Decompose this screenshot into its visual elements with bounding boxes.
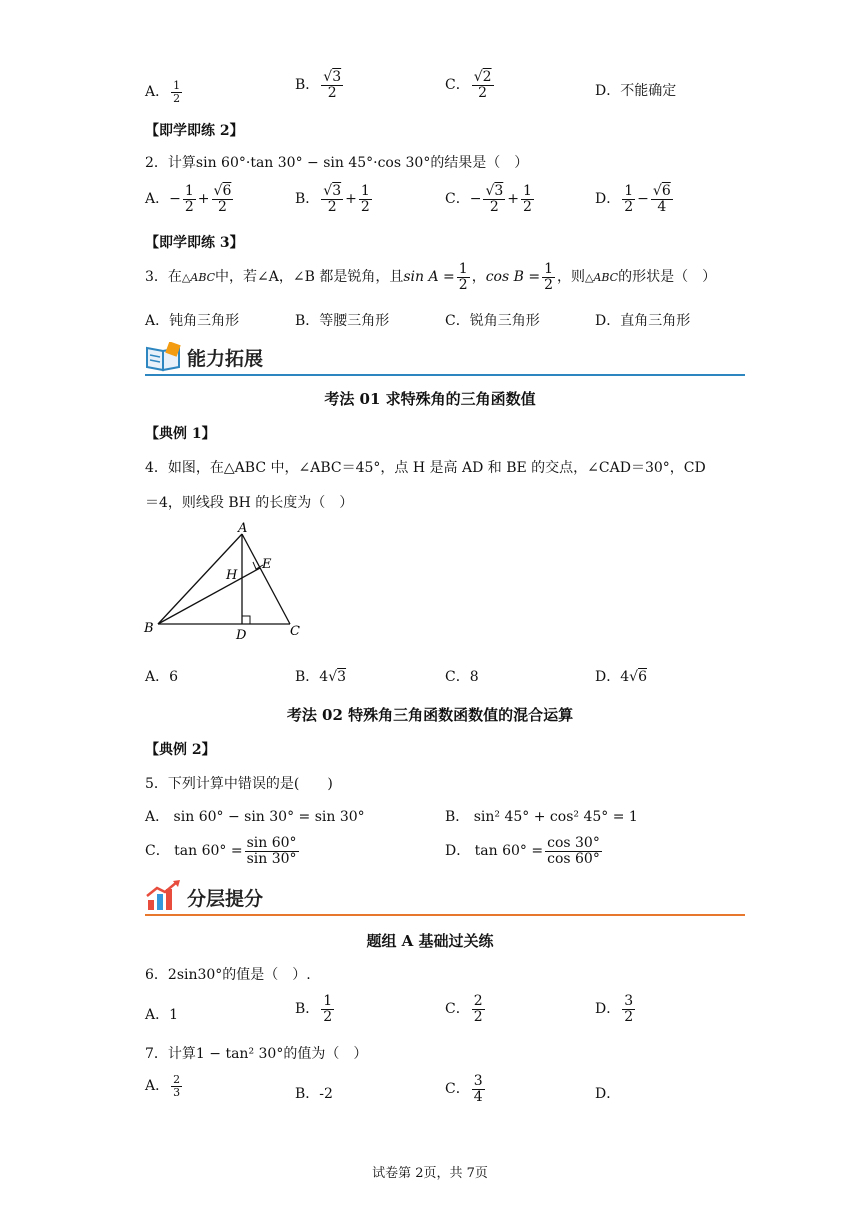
q4-option-b: B．4√3 bbox=[295, 669, 347, 685]
section-banner-tiered bbox=[145, 880, 745, 916]
option-label: D． tan 60° = bbox=[445, 843, 544, 860]
label-a: A bbox=[238, 522, 248, 536]
example2-header: 【典例 2】 bbox=[145, 742, 216, 758]
triangle-label: △ABC bbox=[584, 271, 619, 285]
option-d: D．不能确定 bbox=[595, 83, 677, 99]
triangle-figure bbox=[140, 522, 320, 642]
q2-option-c: C．− $\frac{√3}{2}$ + $\frac{1}{2}$ bbox=[445, 183, 532, 215]
option-a bbox=[145, 80, 184, 104]
label-d: D bbox=[236, 628, 247, 642]
q3-option-d: D．直角三角形 bbox=[595, 313, 691, 329]
banner-rule bbox=[145, 914, 745, 916]
practice2-header: 【即学即练 2】 bbox=[145, 123, 244, 139]
question-4-line1: 4．如图，在△ABC 中，∠ABC＝45°，点 H 是高 AD 和 BE 的交点，∠CAD＝30°，CD bbox=[145, 460, 706, 476]
option-label: B． bbox=[295, 77, 320, 94]
q5-option-c: C． tan 60° = $\frac{\sin 60^\circ}{\sin 30^\circ}$ bbox=[145, 835, 297, 867]
option-label: B． bbox=[295, 669, 320, 685]
stem-part: ，则 bbox=[556, 269, 585, 286]
option-label: D． bbox=[595, 669, 621, 685]
option-label: C． bbox=[445, 191, 470, 208]
stem-part: 中，若∠A，∠B 都是锐角，且 bbox=[215, 269, 404, 286]
stem-expression: sin 60°·tan 30° − sin 45°·cos 30° bbox=[195, 155, 431, 171]
q7-option-c: C． $\frac{3}{4}$ bbox=[445, 1073, 483, 1105]
cosB-expr: cos B = bbox=[485, 269, 541, 286]
q4-option-d: D．4√6 bbox=[595, 669, 647, 685]
q6-option-d: D． $\frac{3}{2}$ bbox=[595, 993, 634, 1025]
question-6-stem: 6．2sin30°的值是（ ）. bbox=[145, 967, 311, 983]
option-label: A． bbox=[145, 1078, 170, 1095]
question-7-stem bbox=[145, 1043, 367, 1063]
stem-part: 3．在 bbox=[145, 269, 182, 286]
stem-prefix: 2．计算 bbox=[145, 155, 196, 171]
stem-part: 的值为（ ） bbox=[283, 1046, 368, 1062]
q6-option-b: B． $\frac{1}{2}$ bbox=[295, 993, 333, 1025]
q7-option-b: B．-2 bbox=[295, 1086, 333, 1102]
sinA-expr: sin A = bbox=[403, 269, 455, 286]
label-h: H bbox=[226, 568, 238, 583]
question-3-stem: 3．在△ABC中，若∠A，∠B 都是锐角，且sin A = $\frac{1}{2}$ ，cos B = $\frac{1}{2}$ ，则△ABC的形状是（ ） bbox=[145, 261, 717, 293]
q6-option-c: C． $\frac{2}{2}$ bbox=[445, 993, 483, 1025]
q4-option-a: A．6 bbox=[145, 669, 179, 685]
question-2-stem bbox=[145, 152, 528, 172]
stem-part: 7．计算 bbox=[145, 1046, 196, 1062]
q3-option-c: C．锐角三角形 bbox=[445, 313, 540, 329]
banner-rule bbox=[145, 374, 745, 376]
option-b bbox=[295, 70, 345, 100]
stem-suffix: 的结果是（ ） bbox=[430, 155, 529, 171]
label-b: B bbox=[144, 621, 154, 636]
fraction-sqrt2-over-2: $\frac{√2}{2}$ bbox=[473, 69, 492, 101]
option-label: D． bbox=[595, 1001, 621, 1018]
page-footer: 试卷第 2页，共 7页 bbox=[372, 1166, 488, 1181]
question-4-line2: ＝4，则线段 BH 的长度为（ ） bbox=[145, 495, 354, 511]
practice3-header: 【即学即练 3】 bbox=[145, 235, 244, 251]
book-icon bbox=[145, 342, 183, 372]
q3-option-b: B．等腰三角形 bbox=[295, 313, 390, 329]
q4-option-c: C．8 bbox=[445, 669, 479, 685]
option-c bbox=[445, 70, 496, 100]
q3-option-a: A．钝角三角形 bbox=[145, 313, 240, 329]
label-c: C bbox=[290, 624, 300, 639]
bar-chart-icon bbox=[145, 880, 183, 912]
q7-option-a: A． $\frac{2}{3}$ bbox=[145, 1073, 181, 1099]
triangle-label: △ABC bbox=[181, 271, 216, 285]
q7-option-d: D． bbox=[595, 1086, 621, 1102]
option-label: A． bbox=[145, 84, 170, 101]
q5-option-b: B． sin² 45° + cos² 45° = 1 bbox=[445, 809, 638, 825]
kaofa-01-heading: 考法 01 求特殊角的三角函数值 bbox=[324, 390, 536, 408]
option-label: C． bbox=[445, 77, 470, 94]
kaofa-02-heading: 考法 02 特殊角三角函数函数值的混合运算 bbox=[286, 706, 574, 724]
stem-part: 的形状是（ ） bbox=[618, 269, 717, 286]
fraction-one-half: $\frac{1}{2}$ bbox=[173, 79, 181, 105]
q2-option-d: D． $\frac{1}{2}$ − $\frac{√6}{4}$ bbox=[595, 183, 671, 215]
q2-option-b: B． $\frac{√3}{2}$ + $\frac{1}{2}$ bbox=[295, 183, 370, 215]
group-a-heading: 题组 A 基础过关练 bbox=[366, 932, 494, 950]
label-e: E bbox=[262, 557, 272, 572]
option-label: B． bbox=[295, 191, 320, 208]
option-label: C． tan 60° = bbox=[145, 843, 243, 860]
option-label: B． bbox=[295, 1001, 320, 1018]
example1-header: 【典例 1】 bbox=[145, 426, 216, 442]
q2-option-a: A．− $\frac{1}{2}$ + $\frac{√6}{2}$ bbox=[145, 183, 232, 215]
banner-title: 分层提分 bbox=[187, 888, 264, 910]
option-label: C． bbox=[445, 1081, 470, 1098]
stem-expression: 1 − tan² 30° bbox=[195, 1046, 284, 1062]
fraction-sqrt3-over-2: $\frac{√3}{2}$ bbox=[323, 69, 342, 101]
banner-title: 能力拓展 bbox=[187, 348, 264, 370]
option-label: D． bbox=[595, 191, 621, 208]
option-label: C． bbox=[445, 1001, 470, 1018]
option-label: A． bbox=[145, 191, 170, 208]
q5-option-a: A． sin 60° − sin 30° = sin 30° bbox=[145, 809, 365, 825]
section-banner-ability bbox=[145, 340, 745, 376]
question-5-stem: 5．下列计算中错误的是( ) bbox=[145, 776, 333, 792]
q5-option-d: D． tan 60° = $\frac{\cos 30^\circ}{\cos 60^\circ}$ bbox=[445, 835, 600, 867]
q6-option-a: A．1 bbox=[145, 1007, 179, 1023]
